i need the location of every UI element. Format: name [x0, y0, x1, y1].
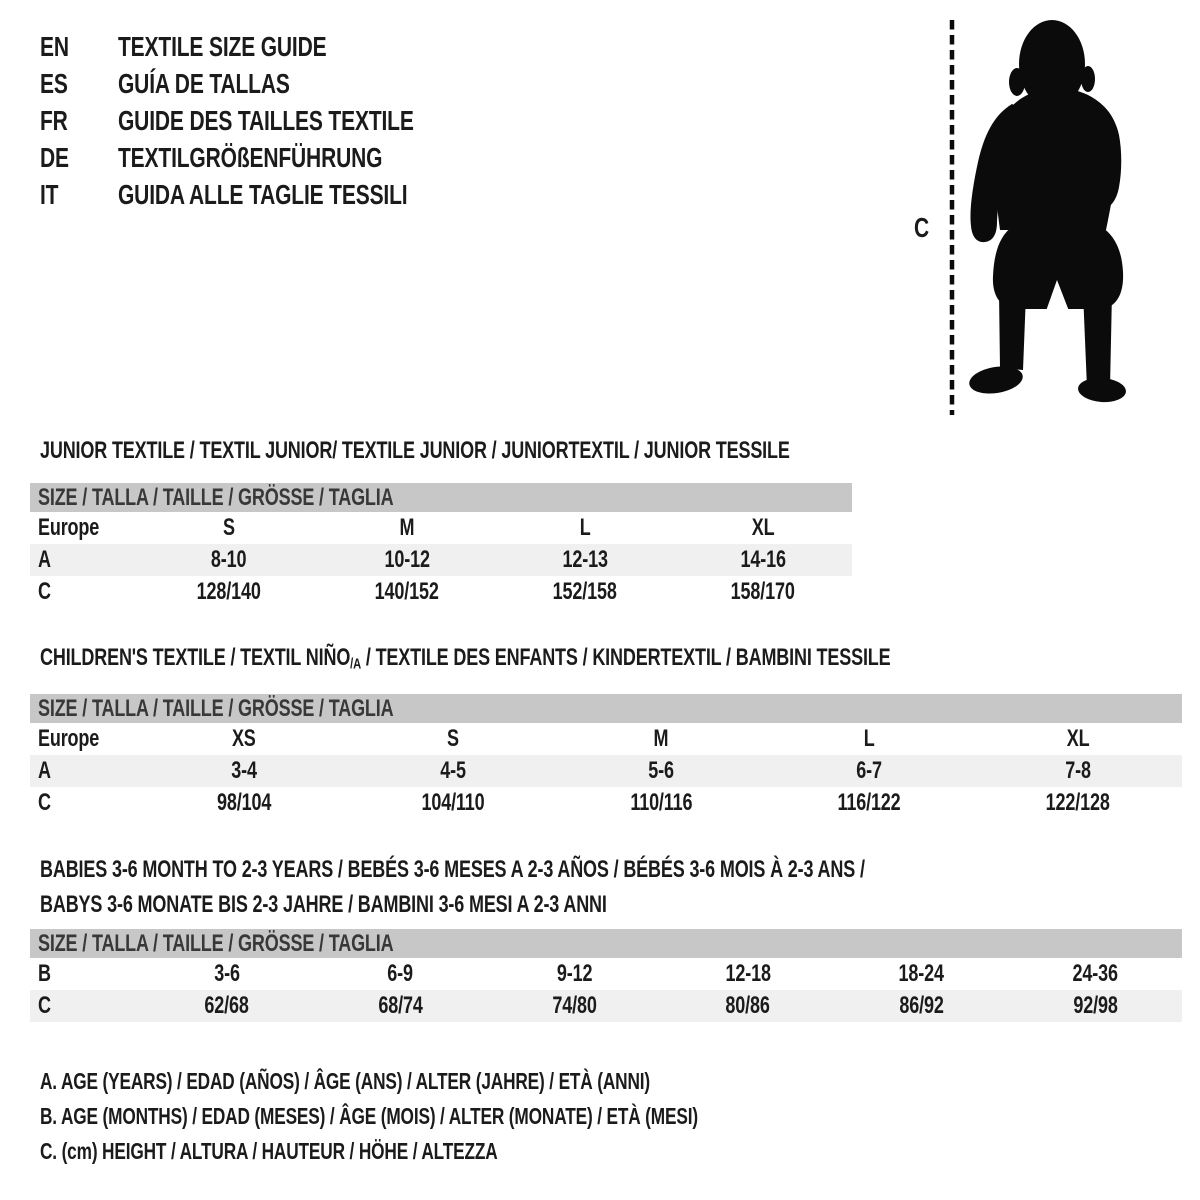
table-cell: XL: [1066, 725, 1090, 752]
table-cell: 7-8: [1065, 757, 1091, 784]
table-row: [30, 723, 1182, 755]
language-code: ES: [40, 67, 68, 99]
table-cell: M: [653, 725, 669, 752]
table-cell: 80/86: [725, 992, 770, 1019]
table-cell: S: [446, 725, 459, 752]
table-cell: 116/122: [837, 789, 901, 816]
height-measure-label: C: [914, 212, 930, 243]
table-cell: C: [38, 578, 51, 605]
table-cell: L: [863, 725, 875, 752]
table-cell: 152/158: [552, 578, 618, 605]
table-cell: 4-5: [439, 757, 466, 784]
table-cell: 110/116: [629, 789, 693, 816]
size-header-bar: [30, 483, 852, 512]
children-size-table: [30, 694, 1182, 819]
guide-title: GUIDE DES TAILLES TEXTILE: [118, 104, 414, 136]
table-cell: 24-36: [1072, 960, 1118, 987]
table-cell: Europe: [38, 725, 100, 752]
size-header-bar: [30, 929, 1182, 958]
table-cell: B: [38, 960, 51, 987]
guide-title: TEXTILE SIZE GUIDE: [118, 30, 327, 62]
table-cell: 68/74: [378, 992, 423, 1019]
baby-silhouette: [967, 20, 1126, 404]
junior-size-table: [30, 483, 852, 608]
table-cell: 10-12: [384, 546, 430, 573]
children-section-title: CHILDREN'S TEXTILE / TEXTIL NIÑO/A / TEXTILE DES ENFANTS / KINDERTEXTIL / BAMBINI TESSILE: [40, 644, 891, 673]
table-cell: Europe: [38, 514, 100, 541]
size-header-label: SIZE / TALLA / TAILLE / GRÖSSE / TAGLIA: [38, 694, 394, 722]
guide-title: TEXTILGRÖßENFÜHRUNG: [118, 141, 383, 173]
table-cell: XS: [232, 725, 257, 752]
table-cell: S: [223, 514, 235, 541]
table-cell: M: [399, 514, 415, 541]
legend-line: B. AGE (MONTHS) / EDAD (MESES) / ÂGE (MOIS) / ALTER (MONATE) / ETÀ (MESI): [40, 1103, 698, 1129]
table-cell: 140/152: [374, 578, 440, 605]
language-title-list: [40, 28, 512, 213]
language-row: [40, 28, 512, 65]
table-cell: C: [38, 992, 51, 1019]
table-cell: 3-4: [231, 757, 257, 784]
table-row: [30, 755, 1182, 787]
language-code: DE: [40, 141, 69, 173]
title-subscript: /A: [350, 656, 362, 673]
babies-size-table: [30, 929, 1182, 1022]
table-cell: 5-6: [648, 757, 674, 784]
table-cell: 6-9: [387, 960, 414, 987]
table-row: [30, 512, 852, 544]
language-code: FR: [40, 104, 68, 136]
height-measure-figure: [900, 8, 1150, 423]
table-cell: 92/98: [1073, 992, 1118, 1019]
legend-line: C. (cm) HEIGHT / ALTURA / HAUTEUR / HÖHE / ALTEZZA: [40, 1138, 498, 1164]
junior-section-title: JUNIOR TEXTILE / TEXTIL JUNIOR/ TEXTILE JUNIOR / JUNIORTEXTIL / JUNIOR TESSILE: [40, 437, 790, 464]
guide-title: GUÍA DE TALLAS: [118, 67, 290, 99]
table-cell: 9-12: [556, 960, 592, 987]
table-cell: A: [38, 757, 51, 784]
table-cell: 86/92: [899, 992, 944, 1019]
table-cell: 104/110: [421, 789, 485, 816]
language-row: [40, 102, 512, 139]
table-cell: 8-10: [211, 546, 247, 573]
table-cell: 18-24: [898, 960, 945, 987]
table-cell: 122/128: [1045, 789, 1110, 816]
table-cell: 62/68: [204, 992, 249, 1019]
table-row: [30, 958, 1182, 990]
table-cell: 128/140: [196, 578, 262, 605]
language-row: [40, 176, 512, 213]
table-cell: 12-13: [562, 546, 608, 573]
table-cell: L: [579, 514, 591, 541]
table-cell: A: [38, 546, 51, 573]
table-row: [30, 544, 852, 576]
table-row: [30, 576, 852, 608]
legend-line: A. AGE (YEARS) / EDAD (AÑOS) / ÂGE (ANS) / ALTER (JAHRE) / ETÀ (ANNI): [40, 1068, 651, 1094]
table-cell: 98/104: [217, 789, 272, 816]
size-header-label: SIZE / TALLA / TAILLE / GRÖSSE / TAGLIA: [38, 483, 394, 511]
table-cell: 6-7: [856, 757, 883, 784]
measure-legend: [40, 1064, 917, 1169]
language-row: [40, 139, 512, 176]
table-cell: 3-6: [214, 960, 240, 987]
table-cell: 158/170: [730, 578, 796, 605]
table-cell: 12-18: [725, 960, 771, 987]
guide-title: GUIDA ALLE TAGLIE TESSILI: [118, 178, 408, 210]
table-cell: 14-16: [740, 546, 786, 573]
size-header-bar: [30, 694, 1182, 723]
table-row: [30, 787, 1182, 819]
baby-silhouette-icon: [900, 8, 1150, 423]
table-cell: 74/80: [552, 992, 597, 1019]
babies-section-title: BABIES 3-6 MONTH TO 2-3 YEARS / BEBÉS 3-6 MESES A 2-3 AÑOS / BÉBÉS 3-6 MOIS À 2-3 ANS / BABYS 3-6 MONATE BIS 2-3 JAHRE / BAMBINI 3-6 MESI A 2-3 ANNI: [40, 856, 865, 918]
language-code: EN: [40, 30, 69, 62]
size-header-label: SIZE / TALLA / TAILLE / GRÖSSE / TAGLIA: [38, 929, 394, 957]
table-cell: XL: [751, 514, 775, 541]
language-row: [40, 65, 512, 102]
table-row: [30, 990, 1182, 1022]
language-code: IT: [40, 178, 59, 210]
table-cell: C: [38, 789, 51, 816]
